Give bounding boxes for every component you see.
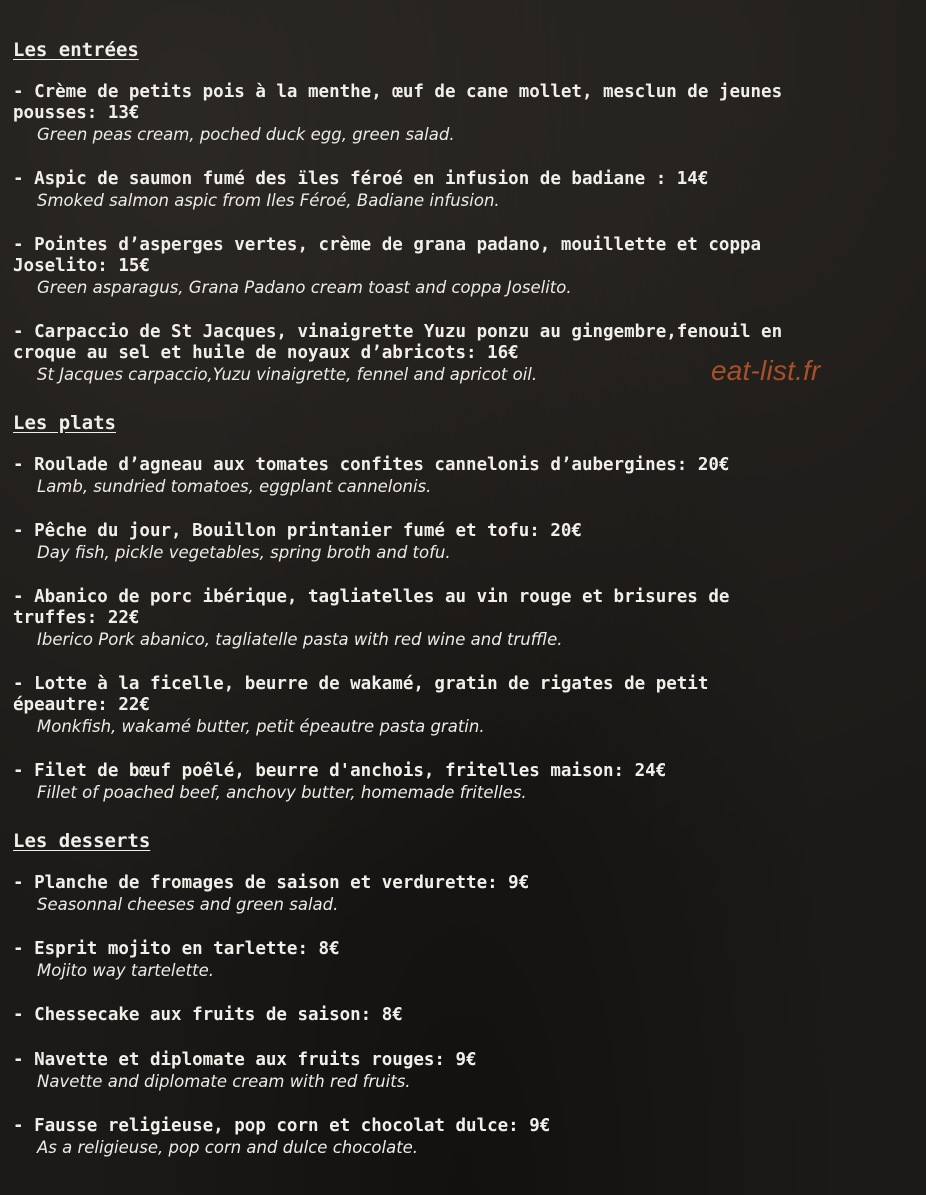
menu-item bbox=[13, 455, 913, 497]
menu-item-translation: Navette and diplomate cream with red fruits. bbox=[37, 1072, 411, 1091]
menu-item-translation: Smoked salmon aspic from Iles Féroé, Badiane infusion. bbox=[37, 191, 500, 210]
watermark-logo: eat-list.fr bbox=[711, 355, 821, 386]
menu-item-name: - Fausse religieuse, pop corn et chocolat dulce: 9€ bbox=[13, 1116, 551, 1136]
menu-item-name: - Roulade d’agneau aux tomates confites cannelonis d’aubergines: 20€ bbox=[13, 455, 730, 475]
menu-item-name: - Pêche du jour, Bouillon printanier fumé et tofu: 20€ bbox=[13, 521, 582, 541]
menu-item bbox=[13, 169, 913, 211]
menu-item-name: - Chessecake aux fruits de saison: 8€ bbox=[13, 1005, 403, 1025]
menu-item bbox=[13, 82, 913, 145]
section-desserts bbox=[13, 827, 913, 1158]
section-entrees bbox=[13, 36, 913, 385]
menu bbox=[13, 36, 913, 1182]
menu-item bbox=[13, 761, 913, 803]
menu-item-translation: Day fish, pickle vegetables, spring broth and tofu. bbox=[37, 543, 451, 562]
menu-item-name: - Esprit mojito en tarlette: 8€ bbox=[13, 939, 340, 959]
menu-item-name: - Filet de bœuf poêlé, beurre d'anchois, fritelles maison: 24€ bbox=[13, 761, 667, 781]
menu-item-name: - Planche de fromages de saison et verdurette: 9€ bbox=[13, 873, 530, 893]
menu-item bbox=[13, 674, 913, 737]
section-title: Les entrées bbox=[13, 39, 139, 61]
section-title: Les plats bbox=[13, 412, 116, 434]
menu-item bbox=[13, 873, 913, 915]
menu-item-translation: St Jacques carpaccio,Yuzu vinaigrette, fennel and apricot oil. bbox=[37, 365, 538, 384]
section-title: Les desserts bbox=[13, 830, 151, 852]
menu-item-name: - Pointes d’asperges vertes, crème de grana padano, mouillette et coppa Joselito: 15€ bbox=[13, 235, 762, 276]
menu-item-translation: Green peas cream, poched duck egg, green salad. bbox=[37, 125, 455, 144]
menu-item-name: - Lotte à la ficelle, beurre de wakamé, gratin de rigates de petit épeautre: 22€ bbox=[13, 674, 709, 715]
menu-item-name: - Crème de petits pois à la menthe, œuf de cane mollet, mesclun de jeunes pousses: 13€ bbox=[13, 82, 783, 123]
menu-item-translation: Fillet of poached beef, anchovy butter, homemade fritelles. bbox=[37, 783, 527, 802]
menu-item-translation: Monkfish, wakamé butter, petit épeautre pasta gratin. bbox=[37, 717, 485, 736]
menu-item-translation: Iberico Pork abanico, tagliatelle pasta with red wine and truffle. bbox=[37, 630, 563, 649]
menu-item bbox=[13, 1050, 913, 1092]
menu-item bbox=[13, 235, 913, 298]
menu-item-name: - Navette et diplomate aux fruits rouges: 9€ bbox=[13, 1050, 477, 1070]
menu-item-translation: Mojito way tartelette. bbox=[37, 961, 214, 980]
menu-item-translation: Lamb, sundried tomatoes, eggplant cannelonis. bbox=[37, 477, 432, 496]
menu-item-name: - Abanico de porc ibérique, tagliatelles au vin rouge et brisures de truffes: 22€ bbox=[13, 587, 730, 628]
menu-item bbox=[13, 939, 913, 981]
section-plats bbox=[13, 409, 913, 803]
menu-item bbox=[13, 1116, 913, 1158]
menu-item bbox=[13, 587, 913, 650]
menu-item bbox=[13, 1005, 913, 1026]
menu-item-translation: As a religieuse, pop corn and dulce chocolate. bbox=[37, 1138, 419, 1157]
menu-item-translation: Green asparagus, Grana Padano cream toast and coppa Joselito. bbox=[37, 278, 572, 297]
menu-item-name: - Carpaccio de St Jacques, vinaigrette Yuzu ponzu au gingembre,fenouil en croque au sel et huile de noyaux d’abricots: 16€ bbox=[13, 322, 783, 363]
menu-item bbox=[13, 521, 913, 563]
menu-item-name: - Aspic de saumon fumé des ïles féroé en infusion de badiane : 14€ bbox=[13, 169, 709, 189]
menu-item-translation: Seasonnal cheeses and green salad. bbox=[37, 895, 339, 914]
